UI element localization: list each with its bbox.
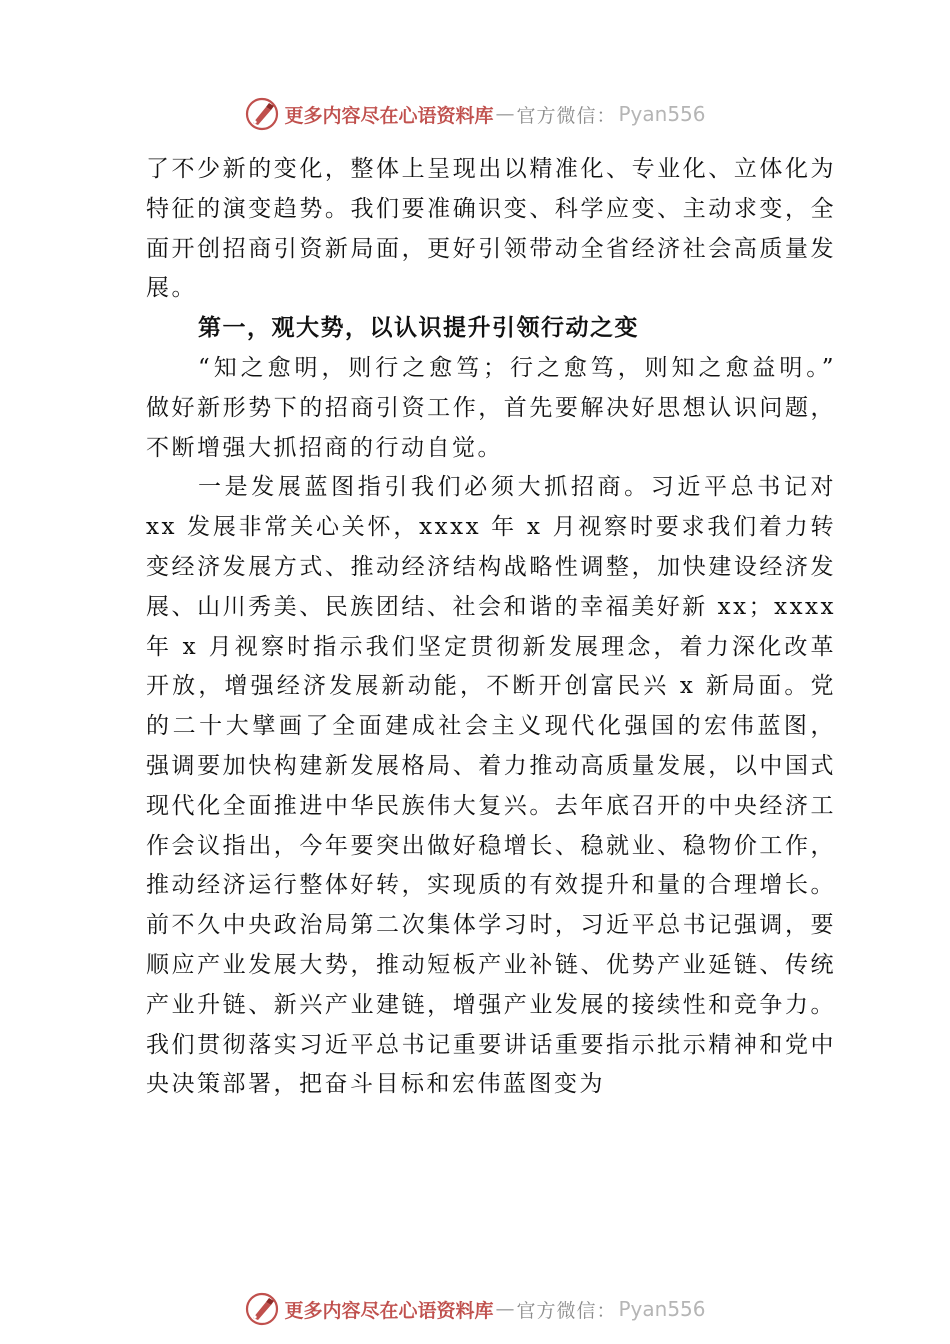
watermark-header	[0, 94, 950, 134]
watermark-separator: —	[495, 103, 515, 125]
watermark-account: Pyan556	[618, 102, 706, 126]
paragraph-blueprint: 一是发展蓝图指引我们必须大抓招商。习近平总书记对 xx 发展非常关心关怀，xxxx 年 x 月视察时要求我们着力转变经济发展方式、推动经济结构战略性调整，加快建设经济发展、山川秀美、民族团结、社会和谐的幸福美好新 xx；xxxx 年 x 月视察时指示我们坚定贯彻新发展理念，着力深化改革开放，增强经济发展新动能，不断开创富民兴 x 新局面。党的二十大擘画了全面建成社会主义现代化强国的宏伟蓝图， 强调要加快构建新发展格局、着力推动高质量发展，以中国式现代化全面推进中华民族伟大复兴。去年底召开的中央经济工作会议指出，今年要突出做好稳增长、稳就业、稳物价工作，推动经济运行整体好转，实现质的有效提升和量的合理增长。前不久中央政治局第二次集体学习时，习近平总书记强调，要顺应产业发展大势，推动短板产业补链、优势产业延链、传统产业升链、新兴产业建链，增强产业发展的接续性和竞争力。我们贯彻落实习近平总书记重要讲话重要指示批示精神和党中央决策部署，把奋斗目标和宏伟蓝图变为	[146, 474, 836, 1098]
watermark-label: 官方微信：	[516, 1299, 617, 1322]
pen-nib-circle-icon	[244, 96, 280, 132]
paragraph-continuation: 了不少新的变化，整体上呈现出以精准化、专业化、立体化为特征的演变趋势。我们要准确识变、科学应变、主动求变，全面开创招商引资新局面，更好引领带动全省经济社会高质量发展。	[146, 156, 836, 302]
watermark-label: 官方微信：	[516, 104, 617, 127]
document-body	[146, 150, 836, 1105]
watermark-brand: 更多内容尽在心语资料库	[284, 1299, 494, 1322]
watermark-account: Pyan556	[618, 1297, 706, 1321]
watermark-brand: 更多内容尽在心语资料库	[284, 104, 494, 127]
watermark-separator: —	[495, 1298, 515, 1320]
paragraph-quote: “知之愈明，则行之愈笃；行之愈笃，则知之愈益明。” 做好新形势下的招商引资工作，首先要解决好思想认识问题， 不断增强大抓招商的行动自觉。	[146, 354, 836, 461]
pen-nib-circle-icon	[244, 1291, 280, 1327]
watermark-footer	[0, 1289, 950, 1329]
section-heading: 第一，观大势，以认识提升引领行动之变	[198, 315, 639, 342]
